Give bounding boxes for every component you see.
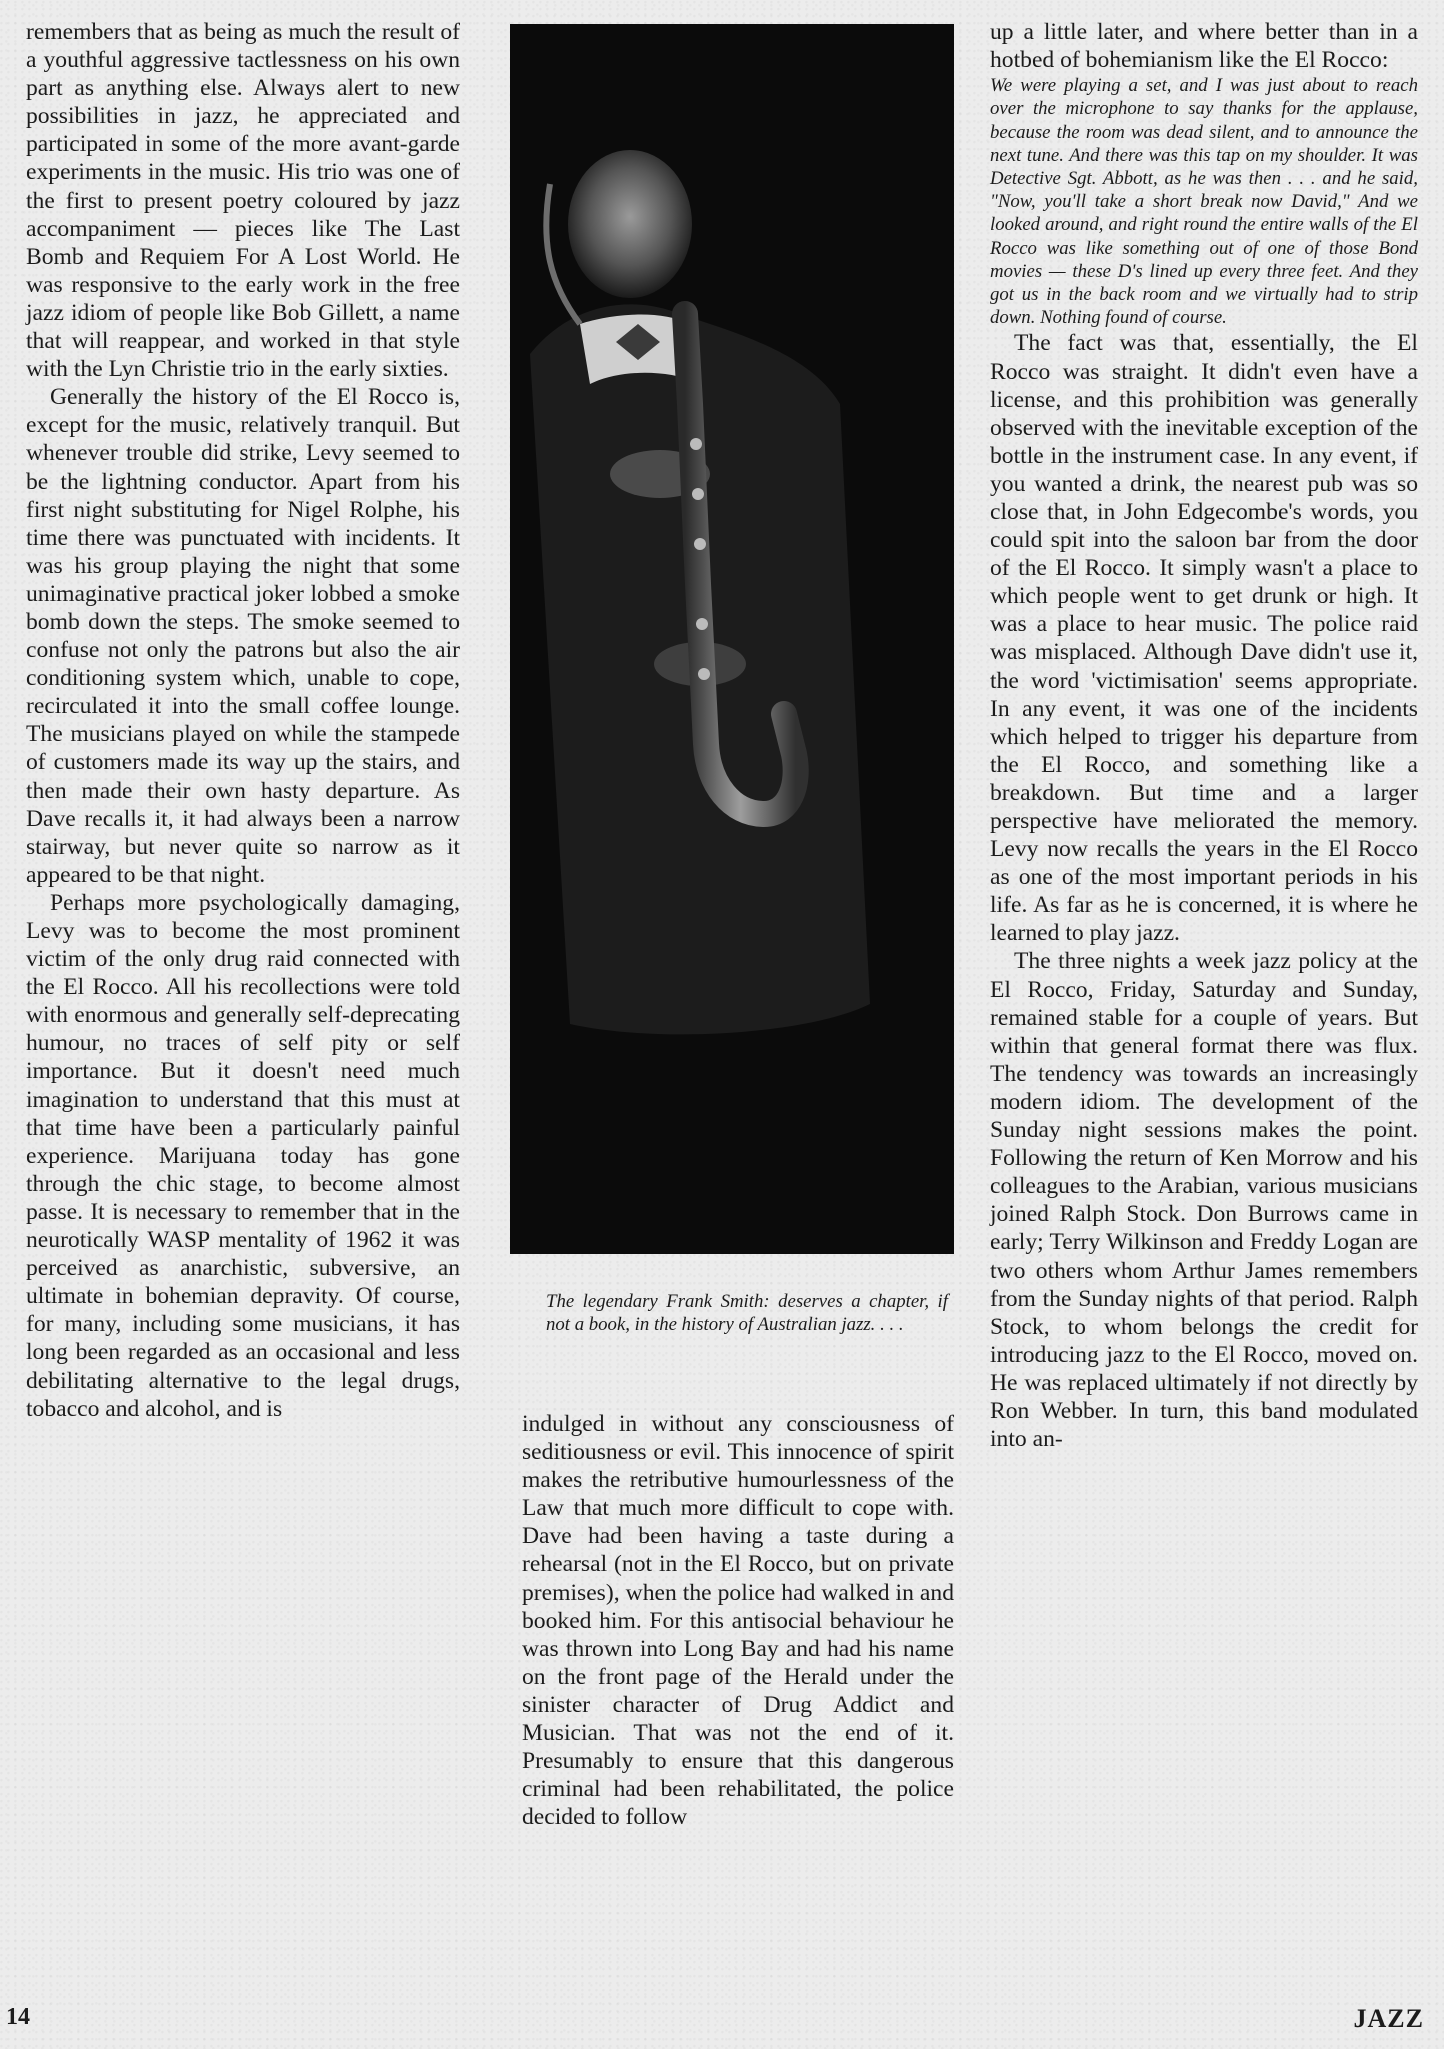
left-text-column <box>26 18 460 1423</box>
right-text-column <box>990 18 1418 1453</box>
right-paragraph-2: The three nights a week jazz policy at the El Rocco, Friday, Saturday and Sunday, remained stable for a couple of years. But within that general format there was flux. The tendency was towards an increasingly modern idiom. The development of the Sunday night sessions makes the point. Following the return of Ken Morrow and his colleagues to the Arabian, various musicians joined Ralph Stock. Don Burrows came in early; Terry Wilkinson and Freddy Logan are two others whom Arthur James remembers from the Sunday nights of that period. Ralph Stock, to whom belongs the credit for introducing jazz to the El Rocco, moved on. He was replaced ultimately if not directly by Ron Webber. In turn, this band modulated into an- <box>990 948 1418 1453</box>
middle-text-column <box>522 1410 954 1831</box>
right-paragraph-1: The fact was that, essentially, the El Rocco was straight. It didn't even have a license, and this prohibition was generally observed with the inevitable exception of the bottle in the instrument case. In any event, if you wanted a drink, the nearest pub was so close that, in John Edgecombe's words, you could spit into the saloon bar from the door of the El Rocco. It simply wasn't a place to which people went to get drunk or high. It was a place to hear music. The police raid was misplaced. Although Dave didn't use it, the word 'victimisation' seems appropriate. In any event, it was one of the incidents which helped to trigger his departure from the El Rocco, and something like a breakdown. But time and a larger perspective have meliorated the memory. Levy now recalls the years in the El Rocco as one of the most important periods in his life. As far as he is concerned, it is where he learned to play jazz. <box>990 330 1418 947</box>
right-intro: up a little later, and where better than in a hotbed of bohemianism like the El Rocco: <box>990 19 1418 74</box>
page-number: 14 <box>6 2004 30 2030</box>
middle-paragraph-1: indulged in without any consciousness of seditiousness or evil. This innocence of spirit makes the retributive humourlessness of the Law that much more difficult to cope with. Dave had been having a taste during a rehearsal (not in the El Rocco, but on private premises), when the police had walked in and booked him. For this antisocial behaviour he was thrown into Long Bay and had his name on the front page of the Herald under the sinister character of Drug Addict and Musician. That was not the end of it. Presumably to ensure that this dangerous criminal had been rehabilitated, the police decided to follow <box>522 1411 954 1831</box>
saxophonist-photo <box>510 24 954 1254</box>
left-paragraph-2: Generally the history of the El Rocco is, except for the music, relatively tranquil. But whenever trouble did strike, Levy seemed to be the lightning conductor. Apart from his first night substituting for Nigel Rolphe, his time there was punctuated with incidents. It was his group playing the night that some unimaginative practical joker lobbed a smoke bomb down the steps. The smoke seemed to confuse not only the patrons but also the air conditioning system which, unable to cope, recirculated it into the small coffee lounge. The musicians played on while the stampede of customers made its way up the stairs, and then made their own hasty departure. As Dave recalls it, it had always been a narrow stairway, but never quite so narrow as it appeared to be that night. <box>26 384 460 888</box>
left-paragraph-1: remembers that as being as much the result of a youthful aggressive tactlessness on his own part as anything else. Always alert to new possibilities in jazz, he appreciated and participated in some of the more avant-garde experiments in the music. His trio was one of the first to present poetry coloured by jazz accompaniment — pieces like The Last Bomb and Requiem For A Lost World. He was responsive to the early work in the free jazz idiom of people like Bob Gillett, a name that will reappear, and worked in that style with the Lyn Christie trio in the early sixties. <box>26 19 460 383</box>
left-paragraph-3: Perhaps more psychologically damaging, Levy was to become the most prominent victim of the only drug raid connected with the El Rocco. All his recollections were told with enormous and generally self-deprecating humour, no traces of self pity or self importance. But it doesn't need much imagination to understand that this must at that time have been a particularly painful experience. Marijuana today has gone through the chic stage, to become almost passe. It is necessary to remember that in the neurotically WASP mentality of 1962 it was perceived as anarchistic, subversive, an ultimate in bohemian depravity. Of course, for many, including some musicians, it has long been regarded as an occasional and less debilitating alternative to the legal drugs, tobacco and alcohol, and is <box>26 889 460 1422</box>
photo-caption: The legendary Frank Smith: deserves a chapter, if not a book, in the history of Australian jazz. . . . <box>546 1291 948 1336</box>
magazine-title: JAZZ <box>1353 2004 1424 2033</box>
interview-quote: We were playing a set, and I was just about to reach over the microphone to say thanks for the applause, because the room was dead silent, and to announce the next tune. And there was this tap on my shoulder. It was Detective Sgt. Abbott, as he was then . . . and he said, "Now, you'll take a short break now David," And we looked around, and right round the entire walls of the El Rocco was like something out of one of those Bond movies — these D's lined up every three feet. And they got us in the back room and we virtually had to strip down. Nothing found of course. <box>990 75 1418 329</box>
